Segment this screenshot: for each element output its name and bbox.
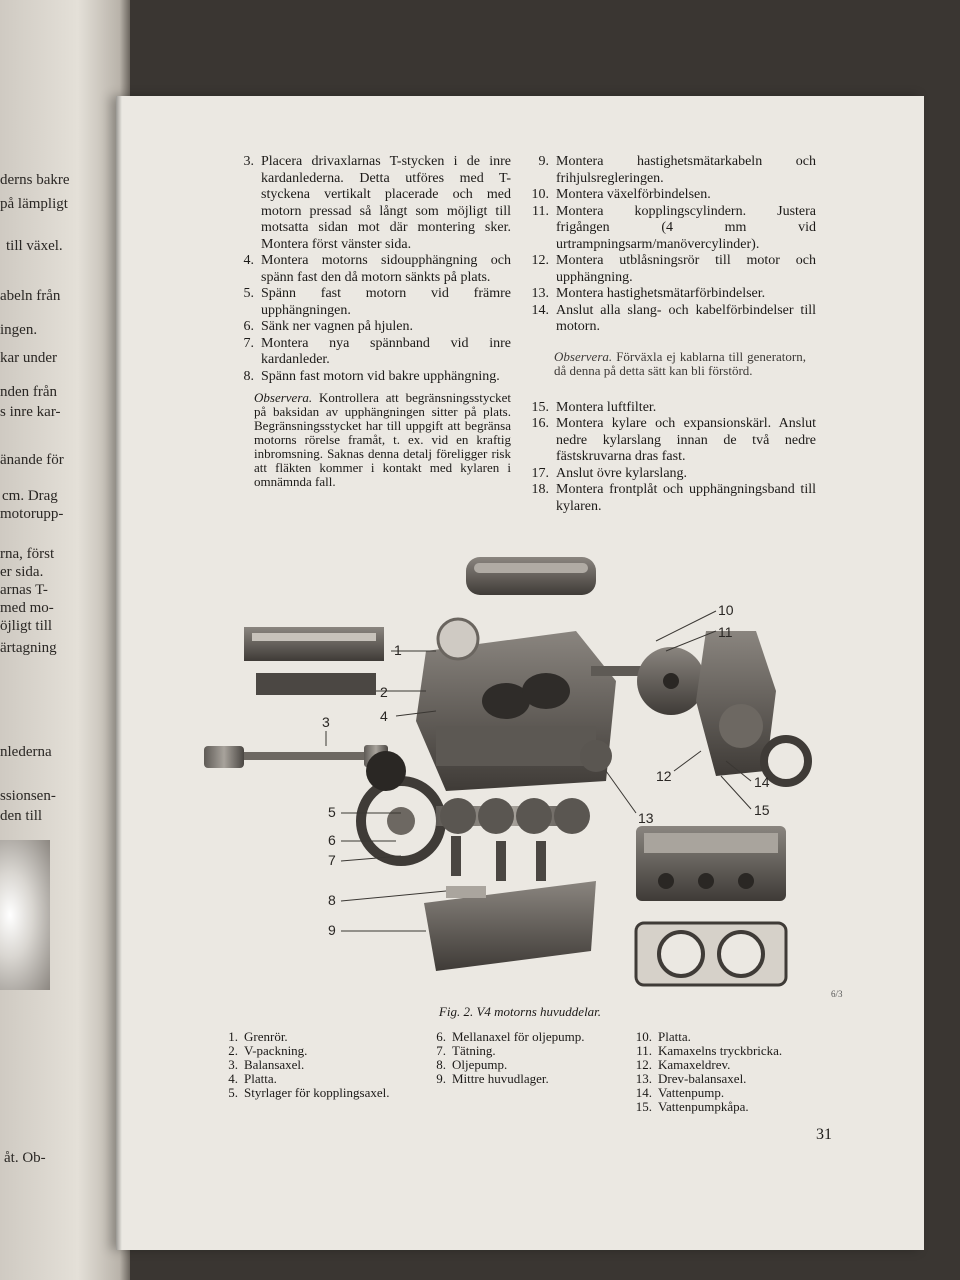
legend-item-number: 12. xyxy=(635,1057,652,1072)
callout-14: 14 xyxy=(754,774,770,790)
legend-item-number: 14. xyxy=(635,1085,652,1100)
left-page-fragment: änande för xyxy=(0,452,64,468)
left-page-fragment: åt. Ob- xyxy=(4,1150,46,1166)
legend-item-number: 3. xyxy=(228,1057,238,1072)
instruction-item-number: 18. xyxy=(531,482,549,497)
book-page xyxy=(116,96,924,1250)
legend-item-text: Mittre huvudlager. xyxy=(452,1071,549,1086)
callout-12: 12 xyxy=(656,768,672,784)
legend-item-number: 9. xyxy=(436,1071,446,1086)
left-page-fragment: nlederna xyxy=(0,744,52,760)
legend-item xyxy=(220,1030,410,1044)
legend-item-text: Kamaxeldrev. xyxy=(658,1057,731,1072)
instruction-item-text: Montera kylare och expansionskärl. Anslut nedre kylarslang innan de två nedre fästskruvarna dras fast. xyxy=(556,416,816,464)
legend-item-text: Balansaxel. xyxy=(244,1057,305,1072)
legend-item-text: Kamaxelns tryckbricka. xyxy=(658,1043,783,1058)
left-page-fragment: ärtagning xyxy=(0,640,57,656)
legend-item-text: Styrlager för kopplingsaxel. xyxy=(244,1085,390,1100)
left-page-fragment: nden från xyxy=(0,384,58,400)
instruction-item-text: Spänn fast motorn vid bakre upphängning. xyxy=(261,368,500,384)
instruction-item-text: Spänn fast motorn vid främre upphängningen. xyxy=(261,286,511,318)
left-page-fragment: derns bakre xyxy=(0,172,70,188)
instruction-item-text: Montera utblåsningsrör till motor och upphängning. xyxy=(556,253,816,285)
instruction-item-text: Montera kopplingscylindern. Justera frigången (4 mm vid urtrampningsarm/manövercylinder). xyxy=(556,203,816,252)
legend-column-2 xyxy=(428,1030,598,1086)
left-page-fragment: motorupp- xyxy=(0,506,64,522)
left-page-fragment: er sida. xyxy=(0,564,44,580)
callout-3: 3 xyxy=(322,714,330,730)
note-right-lead: Observera. xyxy=(554,348,613,364)
left-page-fragment: kar under xyxy=(0,350,58,366)
callout-11: 11 xyxy=(718,624,733,640)
legend-item-text: V-packning. xyxy=(244,1043,308,1058)
left-page xyxy=(0,0,130,1280)
instruction-item xyxy=(231,319,511,336)
instruction-item xyxy=(526,253,816,286)
legend-item-text: Vattenpump. xyxy=(658,1085,725,1100)
instruction-item-text: Montera motorns sidoupphängning och spänn fast den då motorn sänkts på plats. xyxy=(261,253,511,285)
legend-item-text: Tätning. xyxy=(452,1043,496,1058)
legend-item-number: 5. xyxy=(228,1085,238,1100)
left-page-fragment: ingen. xyxy=(0,322,38,338)
legend-item-number: 13. xyxy=(635,1071,652,1086)
callout-7: 7 xyxy=(328,852,336,868)
instruction-item xyxy=(526,466,816,483)
left-page-fragment: cm. Drag xyxy=(2,488,58,504)
legend-item xyxy=(428,1072,598,1086)
instruction-item-number: 12. xyxy=(531,253,549,268)
instruction-item xyxy=(231,336,511,369)
figure-id: 6/3 xyxy=(831,989,843,999)
instruction-item-number: 13. xyxy=(531,286,549,301)
legend-item xyxy=(634,1072,834,1086)
legend-item xyxy=(428,1058,598,1072)
legend-column-1 xyxy=(220,1030,410,1100)
legend-item xyxy=(220,1072,410,1086)
callout-1: 1 xyxy=(394,642,402,658)
balance-shaft xyxy=(204,745,388,768)
callout-15: 15 xyxy=(754,802,770,818)
legend-item-text: Platta. xyxy=(244,1071,277,1086)
instruction-item xyxy=(231,154,511,253)
note-right xyxy=(554,350,806,378)
instruction-item-number: 17. xyxy=(531,465,549,481)
legend-item-number: 7. xyxy=(436,1043,446,1058)
instruction-item-number: 5. xyxy=(243,286,254,301)
instruction-item-text: Montera växelförbindelsen. xyxy=(556,187,711,202)
instruction-item xyxy=(526,303,816,336)
note-left xyxy=(254,391,511,489)
legend-item-number: 1. xyxy=(228,1029,238,1044)
instruction-item-number: 11. xyxy=(532,203,549,219)
instruction-item-text: Placera drivaxlarnas T-stycken i de inre kardanlederna. Detta utföres med T-styckena vertikalt placerade och med motorn pressad så långt som möjligt till motsatta sidan mot där montering sker. Montera först vänster sida. xyxy=(261,154,511,252)
legend-item-number: 4. xyxy=(228,1071,238,1086)
instructions-right-column xyxy=(526,154,816,515)
legend-item xyxy=(634,1058,834,1072)
left-page-fragment: rna, först xyxy=(0,546,55,562)
callout-2: 2 xyxy=(380,684,388,700)
instruction-item xyxy=(526,416,816,466)
legend-item-number: 10. xyxy=(635,1029,652,1044)
legend-item-text: Platta. xyxy=(658,1029,691,1044)
legend-item-number: 2. xyxy=(228,1043,238,1058)
instruction-item xyxy=(526,482,816,515)
left-page-fragment: på lämpligt xyxy=(0,196,68,212)
intake-manifold xyxy=(244,627,384,695)
instruction-item-number: 8. xyxy=(243,368,254,384)
callout-13: 13 xyxy=(638,810,654,826)
left-page-fragment: till växel. xyxy=(6,238,63,254)
legend-item-number: 8. xyxy=(436,1057,446,1072)
valve-cover xyxy=(466,557,596,595)
legend-column-3 xyxy=(634,1030,834,1114)
instruction-item-text: Montera hastighetsmätarförbindelser. xyxy=(556,286,766,301)
instruction-item-text: Montera frontplåt och upphängningsband till kylaren. xyxy=(556,482,816,514)
legend-item-number: 6. xyxy=(436,1029,446,1044)
legend-item xyxy=(220,1044,410,1058)
flywheel xyxy=(361,751,441,861)
instruction-item-text: Montera nya spännband vid inre kardanleder. xyxy=(261,335,511,367)
instructions-left-column xyxy=(231,154,511,489)
instruction-item-text: Anslut alla slang- och kabelförbindelser till motorn. xyxy=(556,302,816,334)
left-page-fragment: öjligt till xyxy=(0,618,53,634)
instruction-item xyxy=(231,369,511,386)
legend-item-text: Grenrör. xyxy=(244,1029,288,1044)
cylinder-head xyxy=(636,826,786,901)
left-page-fragment: den till xyxy=(0,808,43,824)
instruction-item xyxy=(231,253,511,286)
legend-item xyxy=(634,1044,834,1058)
callout-6: 6 xyxy=(328,832,336,848)
instruction-item-number: 16. xyxy=(531,416,549,431)
legend-item-text: Oljepump. xyxy=(452,1057,508,1072)
note-right-text: Förväxla ej kablarna till generatorn, då denna på detta sätt kan bli förstörd. xyxy=(554,348,806,378)
legend-item xyxy=(634,1030,834,1044)
instruction-item xyxy=(526,400,816,417)
note-left-lead: Observera. xyxy=(254,390,313,405)
legend-item xyxy=(220,1058,410,1072)
instruction-item-number: 7. xyxy=(243,335,254,351)
callout-5: 5 xyxy=(328,804,336,820)
legend-item xyxy=(428,1044,598,1058)
callout-4: 4 xyxy=(380,708,388,724)
left-page-fragment: s inre kar- xyxy=(0,404,61,420)
legend-item xyxy=(428,1030,598,1044)
callout-10: 10 xyxy=(718,602,734,618)
instruction-item-number: 10. xyxy=(531,187,549,202)
left-page-fragment: med mo- xyxy=(0,600,54,616)
legend-item-text: Mellanaxel för oljepump. xyxy=(452,1029,585,1044)
legend-item-number: 15. xyxy=(635,1099,652,1114)
instruction-item xyxy=(231,286,511,319)
instruction-item-text: Montera hastighetsmätarkabeln och frihjulsregleringen. xyxy=(556,154,816,186)
instruction-item-number: 15. xyxy=(531,399,549,415)
instruction-item-text: Anslut övre kylarslang. xyxy=(556,465,688,481)
instruction-item-number: 9. xyxy=(538,154,549,169)
left-page-fragment: abeln från xyxy=(0,288,61,304)
callout-9: 9 xyxy=(328,922,336,938)
page-number: 31 xyxy=(816,1126,832,1143)
instruction-item-number: 6. xyxy=(243,319,254,334)
legend-item-text: Vattenpumpkåpa. xyxy=(658,1099,749,1114)
legend-item xyxy=(634,1086,834,1100)
legend-item xyxy=(220,1086,410,1100)
instruction-item-number: 14. xyxy=(531,302,549,318)
legend-item xyxy=(634,1100,834,1114)
note-left-text: Kontrollera att begränsningsstycket på baksidan av upphängningen sitter på plats. Begränsningsstycket har till uppgift att begränsa motorns rörelse framåt, t. ex. vid en kraftig inbromsning. Saknas denna detalj föreligger risk att fläkten kommer i kontakt med kylaren i omnämnda fall. xyxy=(254,390,511,489)
head-gasket xyxy=(636,923,786,985)
oil-pan xyxy=(424,881,596,971)
instruction-item xyxy=(526,286,816,303)
left-page-fragment: ssionsen- xyxy=(0,788,56,804)
page-spine-shadow xyxy=(116,96,122,1250)
instruction-item-text: Montera luftfilter. xyxy=(556,399,657,415)
left-page-fragment: arnas T- xyxy=(0,582,48,598)
figure-caption: Fig. 2. V4 motorns huvuddelar. xyxy=(438,1004,602,1019)
instruction-item xyxy=(526,204,816,254)
instruction-item-text: Sänk ner vagnen på hjulen. xyxy=(261,319,414,334)
left-page-photo xyxy=(0,840,50,990)
callout-8: 8 xyxy=(328,892,336,908)
crankshaft xyxy=(436,798,590,881)
legend-item-number: 11. xyxy=(636,1043,652,1058)
instruction-item-number: 3. xyxy=(243,154,254,169)
timing-cover xyxy=(696,631,808,783)
instruction-item xyxy=(526,154,816,187)
instruction-item-number: 4. xyxy=(243,253,254,268)
instruction-item xyxy=(526,187,816,204)
legend-item-text: Drev-balansaxel. xyxy=(658,1071,747,1086)
engine-exploded-diagram xyxy=(196,551,836,1001)
